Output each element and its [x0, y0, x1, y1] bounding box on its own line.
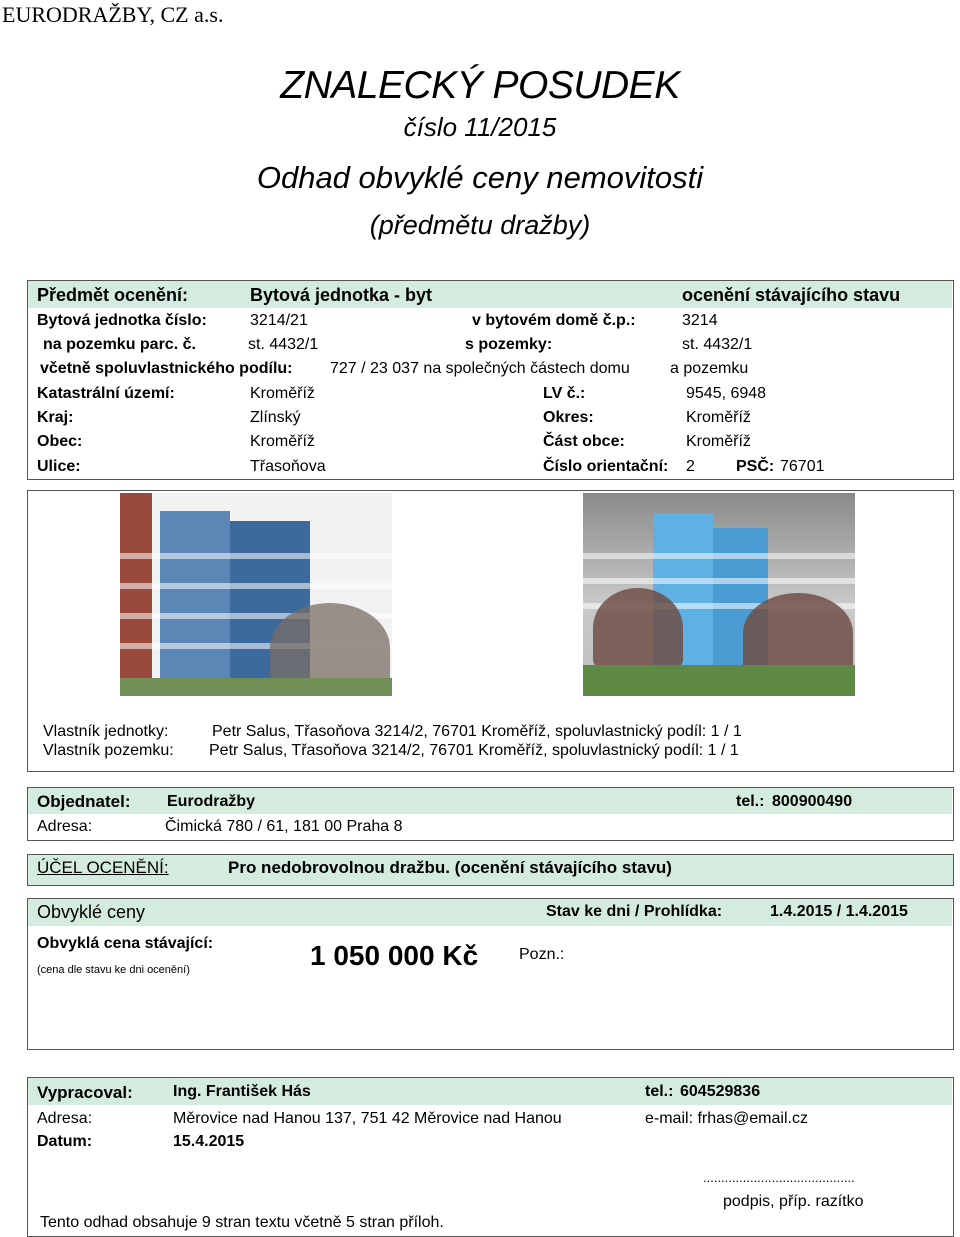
parcel-label: na pozemku parc. č. [43, 336, 196, 353]
purpose-value: Pro nedobrovolnou dražbu. (ocenění stávajícího stavu) [228, 858, 672, 877]
part-label: Část obce: [543, 433, 625, 450]
author-address-value: Měrovice nad Hanou 137, 751 42 Měrovice nad Hanou [173, 1110, 562, 1127]
author-tel-label: tel.: [645, 1083, 674, 1100]
footer-note: Tento odhad obsahuje 9 stran textu včetně 5 stran příloh. [40, 1214, 444, 1231]
building-photo-right [583, 493, 855, 696]
author-tel-value: 604529836 [680, 1083, 761, 1100]
client-label: Objednatel: [37, 792, 131, 811]
client-tel-value: 800900490 [772, 793, 853, 810]
lv-label: LV č.: [543, 385, 586, 402]
subject-label: Předmět ocenění: [37, 285, 189, 305]
client-address-label: Adresa: [37, 818, 93, 835]
author-date-value: 15.4.2015 [173, 1133, 245, 1150]
orientation-label: Číslo orientační: [543, 458, 669, 475]
signature-line: .......................................... [703, 1170, 855, 1185]
note-label: Pozn.: [519, 946, 565, 963]
valuation-note: ocenění stávajícího stavu [682, 285, 901, 305]
part-value: Kroměříž [686, 433, 751, 450]
author-date-label: Datum: [37, 1133, 93, 1150]
document-subtitle: Odhad obvyklé ceny nemovitosti [256, 160, 704, 195]
author-header-band [28, 1078, 952, 1105]
author-address-label: Adresa: [37, 1110, 93, 1127]
unit-number-value: 3214/21 [250, 312, 308, 329]
current-price-value: 1 050 000 Kč [310, 940, 479, 971]
author-name: Ing. František Hás [173, 1083, 311, 1100]
cadastre-value: Kroměříž [250, 385, 315, 402]
client-address-value: Čimická 780 / 61, 181 00 Praha 8 [165, 818, 403, 835]
house-number-label: v bytovém domě č.p.: [472, 312, 636, 329]
orientation-value: 2 [686, 458, 695, 475]
house-number-value: 3214 [682, 312, 718, 329]
subject-section [27, 280, 954, 480]
share-suffix: a pozemku [670, 360, 749, 377]
document-number: číslo 11/2015 [403, 112, 557, 142]
signature-caption: podpis, příp. razítko [723, 1193, 864, 1210]
land-label: s pozemky: [465, 336, 553, 353]
psc-value: 76701 [780, 458, 825, 475]
current-price-label: Obvyklá cena stávající: [37, 935, 214, 952]
district-label: Okres: [543, 409, 594, 426]
author-label: Vypracoval: [37, 1083, 133, 1102]
region-value: Zlínský [250, 409, 301, 426]
document-title: ZNALECKÝ POSUDEK [280, 64, 680, 107]
date-label: Stav ke dni / Prohlídka: [546, 903, 723, 920]
land-owner-value: Petr Salus, Třasoňova 3214/2, 76701 Kroměříž, spoluvlastnický podíl: 1 / 1 [209, 742, 739, 759]
land-owner-label: Vlastník pozemku: [43, 742, 174, 759]
parcel-value: st. 4432/1 [248, 336, 319, 353]
date-value: 1.4.2015 / 1.4.2015 [770, 903, 908, 920]
client-value: Eurodražby [167, 793, 256, 810]
land-value: st. 4432/1 [682, 336, 753, 353]
street-value: Třasoňova [250, 458, 326, 475]
prices-heading: Obvyklé ceny [37, 902, 146, 922]
psc-label: PSČ: [736, 458, 775, 475]
district-value: Kroměříž [686, 409, 751, 426]
client-tel-label: tel.: [736, 793, 765, 810]
cadastre-label: Katastrální území: [37, 385, 175, 402]
lv-value: 9545, 6948 [686, 385, 767, 402]
current-price-note: (cena dle stavu ke dni ocenění) [37, 964, 190, 976]
share-label: včetně spoluvlastnického podílu: [40, 360, 293, 377]
subject-value: Bytová jednotka - byt [250, 285, 433, 305]
purpose-label: ÚČEL OCENĚNÍ: [37, 858, 169, 877]
unit-owner-value: Petr Salus, Třasoňova 3214/2, 76701 Kroměříž, spoluvlastnický podíl: 1 / 1 [212, 723, 742, 740]
street-label: Ulice: [37, 458, 81, 475]
unit-number-label: Bytová jednotka číslo: [37, 312, 207, 329]
company-name: EURODRAŽBY, CZ a.s. [2, 2, 224, 27]
building-photo-left [120, 493, 392, 696]
author-email: e-mail: frhas@email.cz [645, 1110, 808, 1127]
document-subtitle-2: (předmětu dražby) [369, 210, 591, 240]
municipality-label: Obec: [37, 433, 83, 450]
region-label: Kraj: [37, 409, 74, 426]
unit-owner-label: Vlastník jednotky: [43, 723, 169, 740]
municipality-value: Kroměříž [250, 433, 315, 450]
share-value: 727 / 23 037 na společných částech domu [330, 360, 630, 377]
